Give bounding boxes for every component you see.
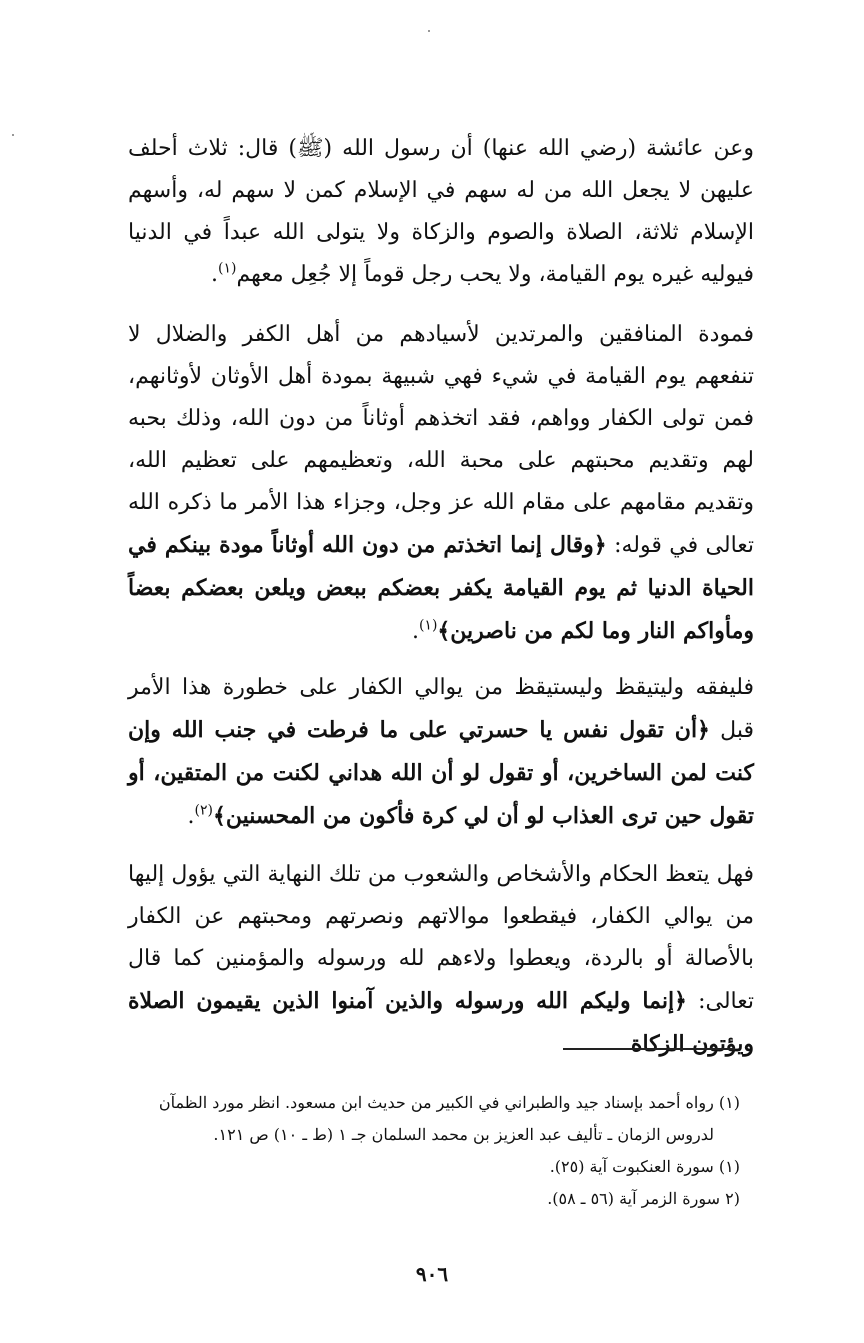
quran-verse: ﴿إنما وليكم الله ورسوله والذين آمنوا الذين يقيمون الصلاة ويؤتون الزكاة	[128, 988, 754, 1057]
paragraph	[128, 667, 754, 838]
paragraph-text: .	[411, 619, 419, 644]
paragraph-text: فليفقه وليتيقظ وليستيقظ من يوالي الكفار على خطورة هذا الأمر قبل	[128, 675, 754, 743]
paragraph-text: .	[187, 804, 195, 829]
footnotes	[100, 1087, 740, 1215]
paragraph-text: فهل يتعظ الحكام والأشخاص والشعوب من تلك النهاية التي يؤول إليها من يوالي الكفار، فيقطعوا موالاتهم ونصرتهم ومحبتهم عن الكفار بالأصالة أو بالردة، ويعطوا ولاءهم لله ورسوله والمؤمنين كما قال تعالى:	[128, 862, 754, 1014]
paragraph	[128, 314, 754, 653]
scan-speck	[428, 30, 430, 32]
paragraph-text: وعن عائشة (رضي الله عنها) أن رسول الله (ﷺ) قال: ثلاث أحلف عليهن لا يجعل الله من له سهم في الإسلام كمن لا سهم له، وأسهم الإسلام ثلاثة، الصلاة والصوم والزكاة ولا يتولى الله عبداً في الدنيا فيوليه غيره يوم القيامة، ولا يحب رجل قوماً إلا جُعِل معهم	[128, 136, 754, 287]
footnote: (١) رواه أحمد بإسناد جيد والطبراني في الكبير من حديث ابن مسعود. انظر مورد الظمآن	[158, 1093, 740, 1112]
quran-verse: ﴿أن تقول نفس يا حسرتي على ما فرطت في جنب الله وإن كنت لمن الساخرين، أو تقول لو أن الله هداني لكنت من المتقين، أو تقول حين ترى العذاب لو أن لي كرة فأكون من المحسنين﴾	[128, 717, 754, 829]
footnote-continuation: لدروس الزمان ـ تأليف عبد العزيز بن محمد السلمان جـ ١ (ط ـ ١٠) ص ١٢١.	[213, 1125, 714, 1144]
footnote: (١) سورة العنكبوت آية (٢٥).	[549, 1157, 740, 1176]
footnote-separator	[563, 1048, 735, 1050]
paragraph-text: فمودة المنافقين والمرتدين لأسيادهم من أهل الكفر والضلال لا تنفعهم يوم القيامة في شيء فهي شبيهة بمودة أهل الأوثان لأوثانهم، فمن تولى الكفار وواهم، فقد اتخذهم أوثاناً من دون الله، وذلك بحبه لهم وتقديم محبتهم على محبة الله، وتعظيمهم على تعظيم الله، وتقديم مقامهم على مقام الله عز وجل، وجزاء هذا الأمر ما ذكره الله تعالى في قوله:	[128, 322, 755, 558]
scan-speck	[12, 134, 14, 136]
paragraph	[128, 854, 754, 1066]
footnote-marker: (٢)	[194, 802, 213, 819]
footnote-marker: (١)	[217, 260, 237, 277]
footnote-marker: (١)	[418, 617, 438, 634]
paragraph-text: .	[210, 262, 218, 287]
page-number: ٩٠٦	[415, 1262, 449, 1286]
paragraph	[128, 128, 754, 296]
footnote: (٢ سورة الزمر آية (٥٦ ـ ٥٨).	[547, 1189, 740, 1208]
quran-verse: ﴿وقال إنما اتخذتم من دون الله أوثاناً مودة بينكم في الحياة الدنيا ثم يوم القيامة يكفر بعضكم ببعض ويلعن بعضكم بعضاً ومأواكم النار وما لكم من ناصرين﴾	[128, 532, 754, 644]
